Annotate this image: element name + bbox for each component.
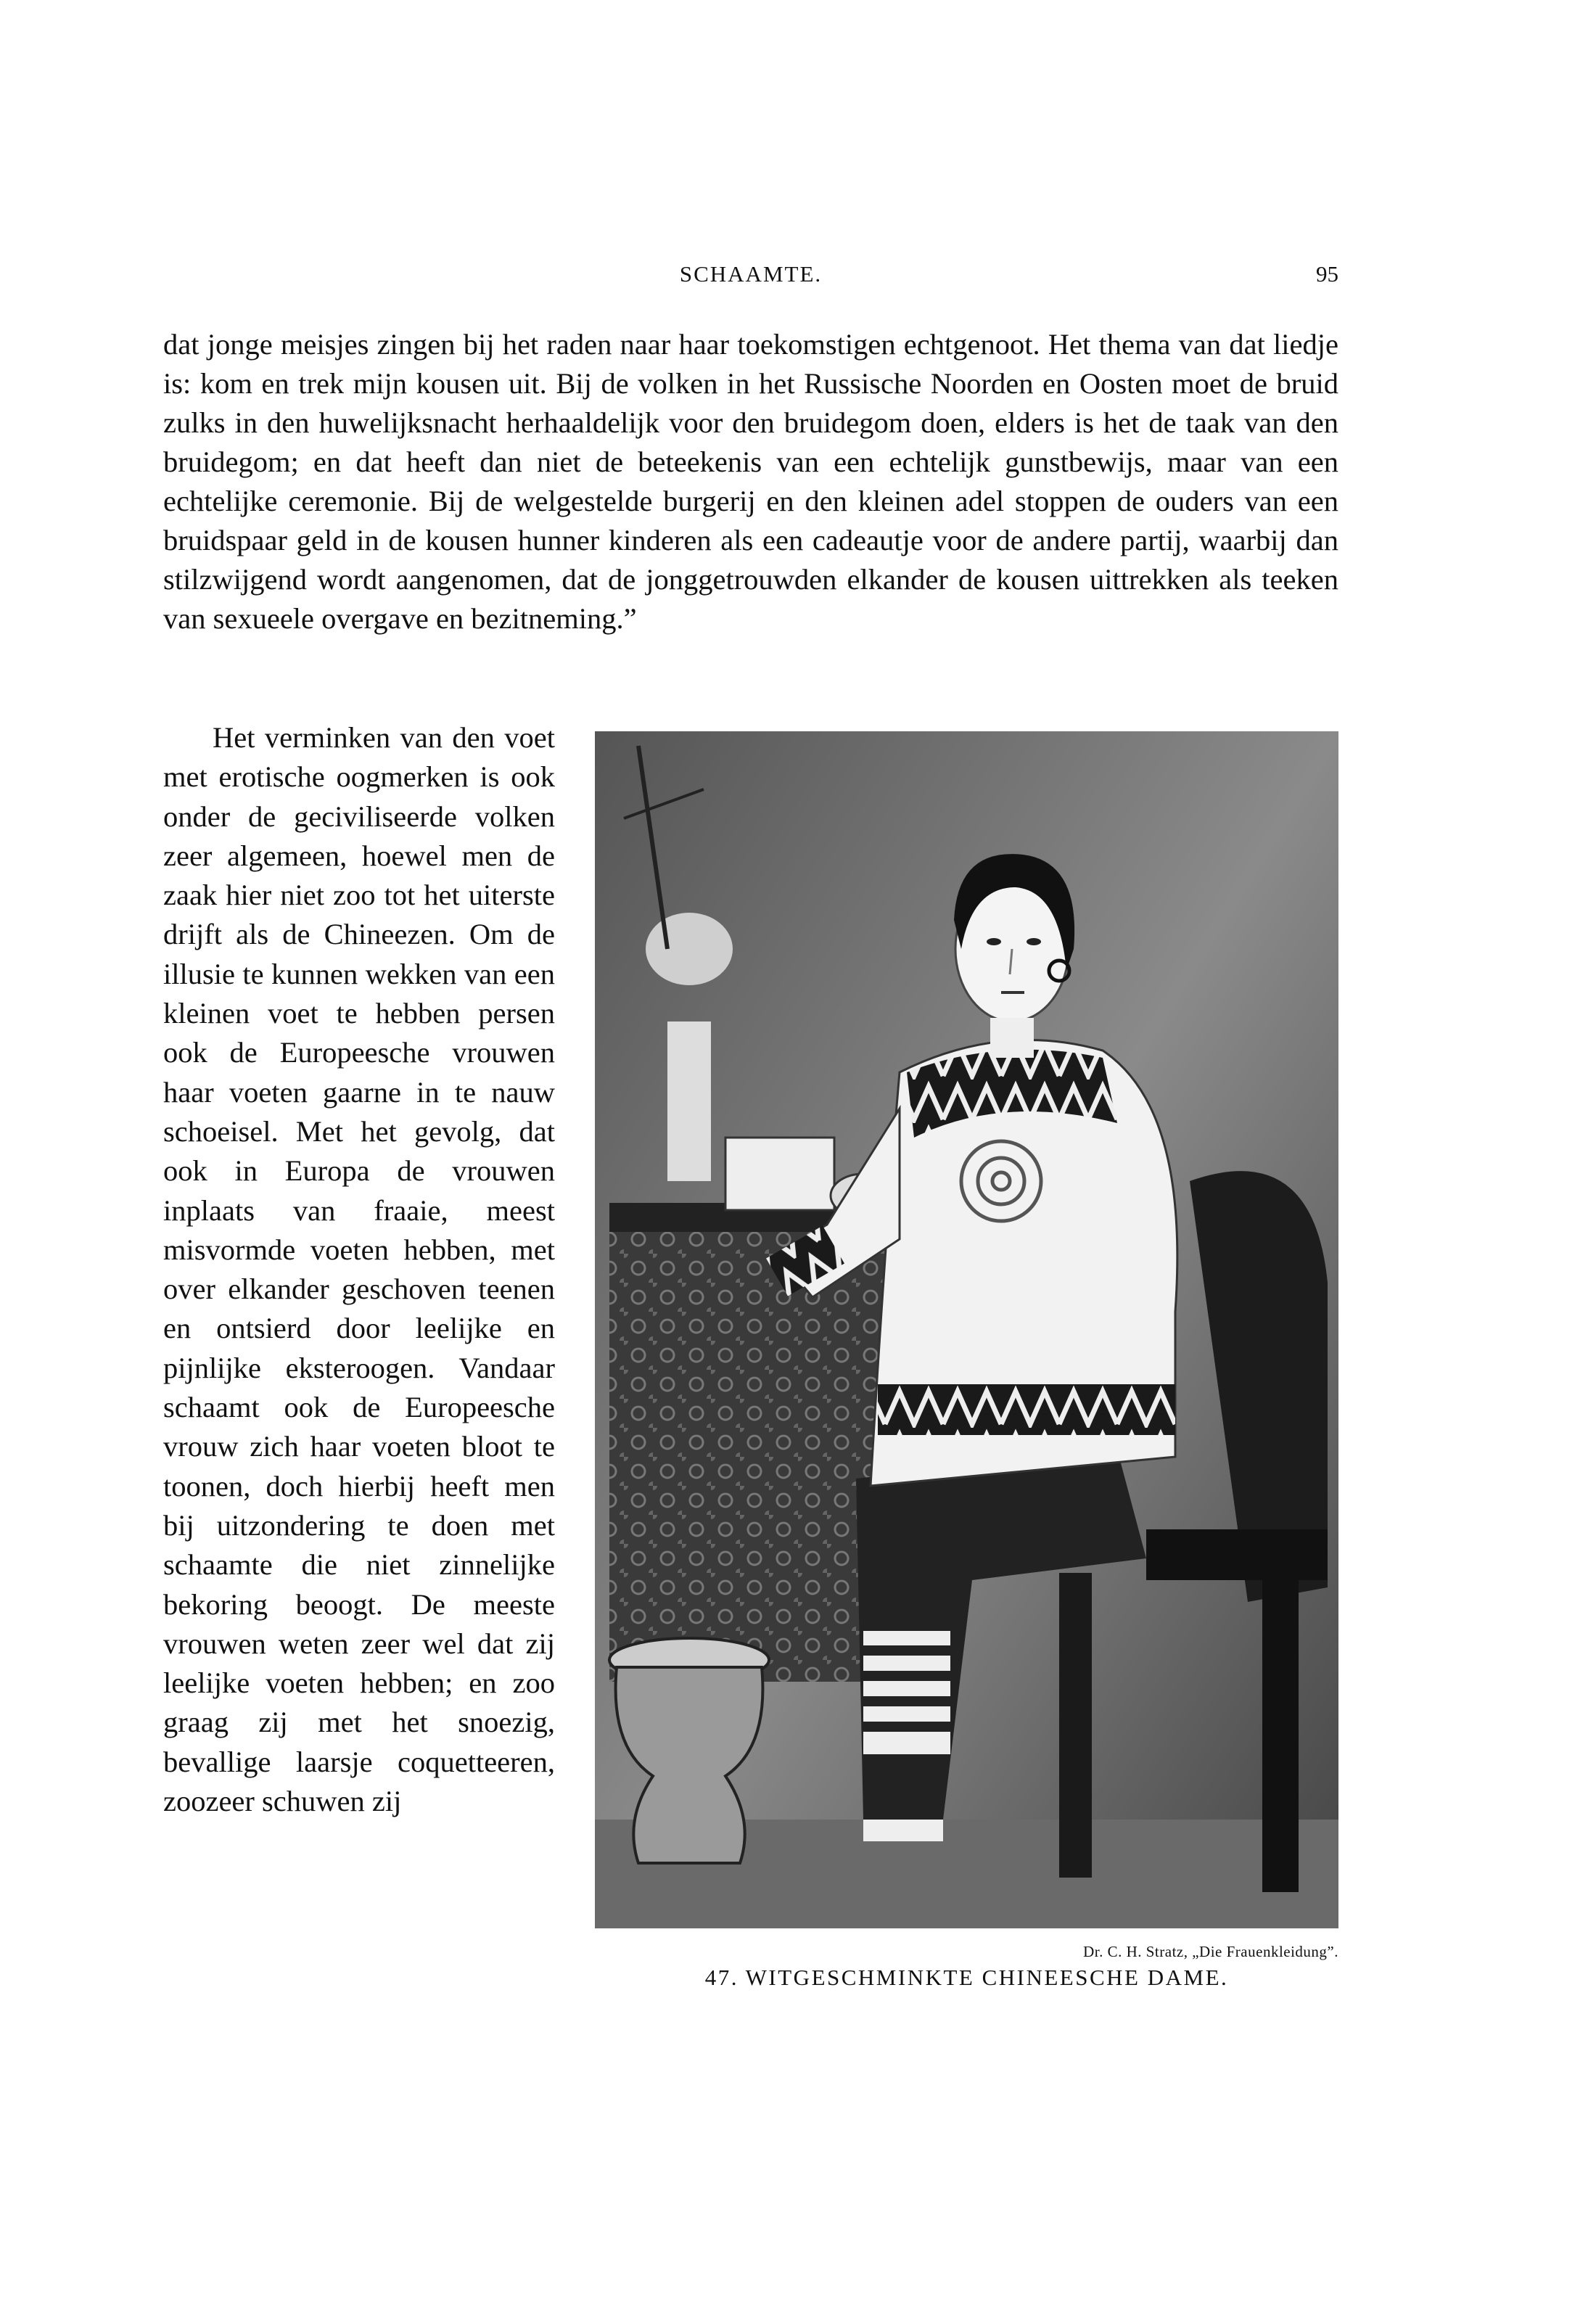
body-paragraph-full-width: dat jonge meisjes zingen bij het raden naar haar toekomstigen echtgenoot. Het thema van dat liedje is: kom en trek mijn kousen uit. Bij de volken in het Russische Noorden en Oosten moet de bruid zulks in den huwelijksnacht herhaaldelijk voor den bruidegom doen, elders is het de taak van den bruidegom; en dat heeft dan niet de beteekenis van een echtelijk gunstbewijs, maar van een echtelijke ceremonie. Bij de welgestelde burgerij en den kleinen adel stoppen de ouders van een bruidspaar geld in de kousen hunner kinderen als een cadeautje voor de andere partij, waarbij dan stilzwijgend wordt aangenomen, dat de jonggetrouwden elkander de kousen uittrekken als teeken van sexueele overgave en bezitneming.” xyxy=(163,328,1338,635)
running-head: SCHAAMTE. xyxy=(679,261,823,287)
figure-photograph xyxy=(595,731,1338,1928)
page-header xyxy=(163,261,1338,305)
page-number: 95 xyxy=(1316,261,1338,287)
figure-caption: 47. WITGESCHMINKTE CHINEESCHE DAME. xyxy=(704,1965,1229,1990)
body-paragraph-column: Het verminken van den voet met erotische oogmerken is ook onder de geciviliseerde volken zeer algemeen, hoewel men de zaak hier niet zoo tot het uiterste drijft als de Chineezen. Om de illusie te kunnen wekken van een kleinen voet te hebben persen ook de Europeesche vrouwen haar voeten gaarne in te nauw schoeisel. Met het gevolg, dat ook in Europa de vrouwen inplaats van fraaie, meest misvormde voeten hebben, met over elkander geschoven teenen en ontsierd door leelijke en pijnlijke eksteroogen. Vandaar schaamt ook de Europeesche vrouw zich haar voeten bloot te toonen, doch hierbij heeft men bij uitzondering te doen met schaamte die niet zinnelijke bekoring beoogt. De meeste vrouwen weten zeer wel dat zij leelijke voeten hebben; en zoo graag zij met het snoezig, bevallige laarsje coquetteeren, zoozeer schuwen zij xyxy=(163,721,555,1818)
photograph-seated-woman xyxy=(595,731,1338,1928)
figure-credit: Dr. C. H. Stratz, „Die Frauenkleidung”. xyxy=(1083,1943,1338,1960)
